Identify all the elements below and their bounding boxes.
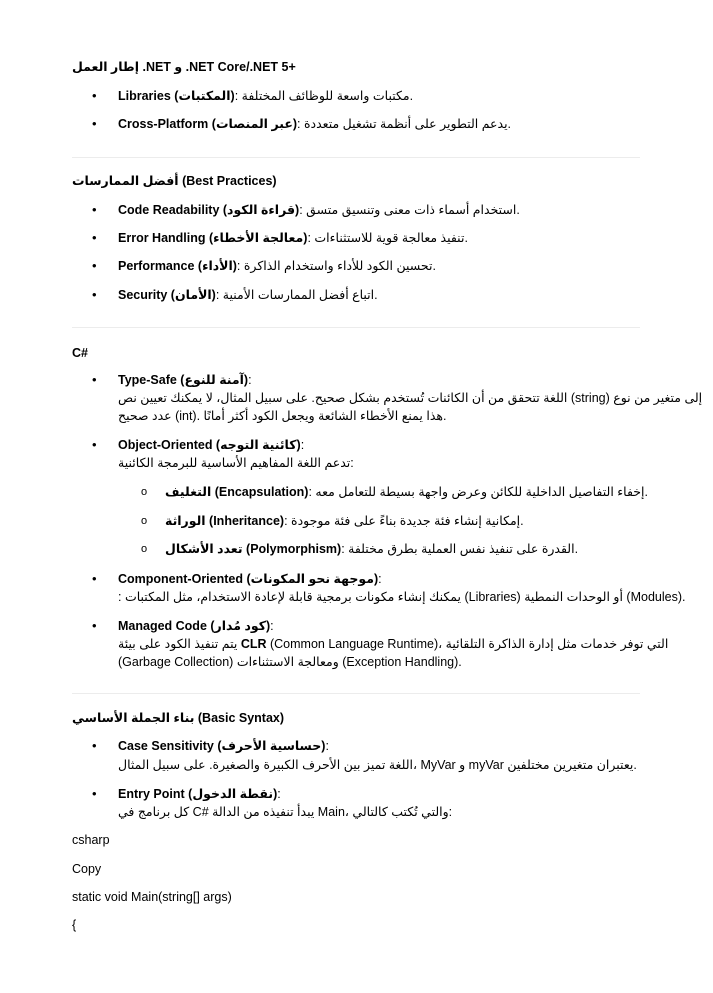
bullet-icon: • [92,372,97,387]
code-line: { [72,918,77,932]
item-desc: : يدعم التطوير على أنظمة تشغيل متعددة. [297,117,512,131]
section-divider [72,327,640,328]
item-term: Security (الأمان) [118,288,216,302]
item-term: Type-Safe (آمنة للنوع) [118,373,249,387]
item-colon: : [277,787,281,801]
code-language-label: csharp [72,833,110,847]
item-desc: : إخفاء التفاصيل الداخلية للكائن وعرض واجهة بسيطة للتعامل معه. [308,485,648,499]
paragraph-line: : يمكنك إنشاء مكونات برمجية قابلة لإعادة الاستخدام، مثل المكتبات (Libraries) أو الوحدات النمطية (Modules). [118,590,686,604]
list-item [118,230,468,246]
item-term: Component-Oriented (موجهة نحو المكونات) [118,572,379,586]
paragraph-line [118,636,668,652]
item-term: التغليف (Encapsulation) [165,485,309,499]
item-colon: : [248,373,252,387]
item-colon: : [378,572,382,586]
paragraph-line: اللغة تتحقق من أن الكائنات تُستخدم بشكل صحيح. على سبيل المثال، لا يمكنك تعيين نص (string) إلى متغير من نوع [118,391,703,405]
item-term: Libraries (المكتبات) [118,89,235,103]
item-colon: : [300,438,305,452]
bullet-icon: • [92,571,97,586]
bullet-icon: • [92,202,97,217]
section-heading-syntax: بناء الجملة الأساسي (Basic Syntax) [72,711,285,725]
list-item [118,738,329,754]
item-desc: : إمكانية إنشاء فئة جديدة بناءً على فئة موجودة. [284,514,524,528]
section-heading-best-practices: أفضل الممارسات (Best Practices) [72,174,277,188]
bullet-icon: • [92,786,97,801]
bullet-icon: • [92,618,97,633]
list-item [118,571,382,587]
list-item [118,258,436,274]
section-divider [72,157,640,158]
bullet-icon: • [92,738,97,753]
bullet-icon: • [92,88,97,103]
item-term: تعدد الأشكال (Polymorphism) [165,542,342,556]
list-item [118,372,252,388]
item-term: Code Readability (قراءة الكود) [118,203,300,217]
item-term: Error Handling (معالجة الأخطاء) [118,231,308,245]
item-desc: : استخدام أسماء ذات معنى وتنسيق متسق. [299,203,520,217]
item-term: Object-Oriented (كائنية التوجه) [118,438,301,452]
item-desc: : القدرة على تنفيذ نفس العملية بطرق مختلفة. [341,542,579,556]
item-colon: : [325,739,329,753]
bullet-icon: • [92,230,97,245]
text-run: يتم تنفيذ الكود على بيئة [118,637,238,651]
list-item [118,437,304,453]
bullet-icon: • [92,116,97,131]
list-item [118,618,274,634]
paragraph-line: عدد صحيح (int). هذا يمنع الأخطاء الشائعة ويجعل الكود أكثر أمانًا. [118,409,447,423]
item-term: Entry Point (نقطة الدخول) [118,787,278,801]
item-desc: : تنفيذ معالجة قوية للاستثناءات. [307,231,468,245]
item-term: الوراثة (Inheritance) [165,514,285,528]
item-term: Case Sensitivity (حساسية الأحرف) [118,739,326,753]
item-term: Cross-Platform (عبر المنصات) [118,117,298,131]
list-item [118,88,413,104]
item-desc: : مكتبات واسعة للوظائف المختلفة. [234,89,414,103]
item-desc: : اتباع أفضل الممارسات الأمنية. [215,288,378,302]
circle-bullet-icon: o [141,515,148,527]
paragraph-line: اللغة تميز بين الأحرف الكبيرة والصغيرة. على سبيل المثال، MyVar و myVar يعتبران متغيرين مختلفين. [118,758,637,772]
list-item [118,287,378,303]
section-heading-csharp: C# [72,346,88,360]
sub-list-item [165,484,648,500]
section-divider [72,693,640,694]
paragraph-line: (Garbage Collection) ومعالجة الاستثناءات (Exception Handling). [118,655,462,669]
item-term: Managed Code (كود مُدار) [118,619,271,633]
item-term: Performance (الأداء) [118,259,237,273]
list-item [118,786,281,802]
item-colon: : [270,619,274,633]
bullet-icon: • [92,258,97,273]
bullet-icon: • [92,437,97,452]
copy-button[interactable]: Copy [72,862,102,876]
paragraph-line: تدعم اللغة المفاهيم الأساسية للبرمجة الكائنية: [118,456,354,470]
sub-list-item [165,513,524,529]
item-desc: : تحسين الكود للأداء واستخدام الذاكرة. [236,259,436,273]
bullet-icon: • [92,287,97,302]
section-heading-framework: إطار العمل .NET و .NET Core/.NET 5+ [72,60,296,74]
circle-bullet-icon: o [141,486,148,498]
text-run: (Common Language Runtime)، التي توفر خدمات مثل إدارة الذاكرة التلقائية [266,637,669,651]
circle-bullet-icon: o [141,543,148,555]
text-run-bold: CLR [240,637,267,651]
list-item [118,202,520,218]
sub-list-item [165,541,578,557]
paragraph-line: كل برنامج في C# يبدأ تنفيذه من الدالة Main، والتي تُكتب كالتالي: [118,805,453,819]
code-line: static void Main(string[] args) [72,890,232,904]
list-item [118,116,511,132]
